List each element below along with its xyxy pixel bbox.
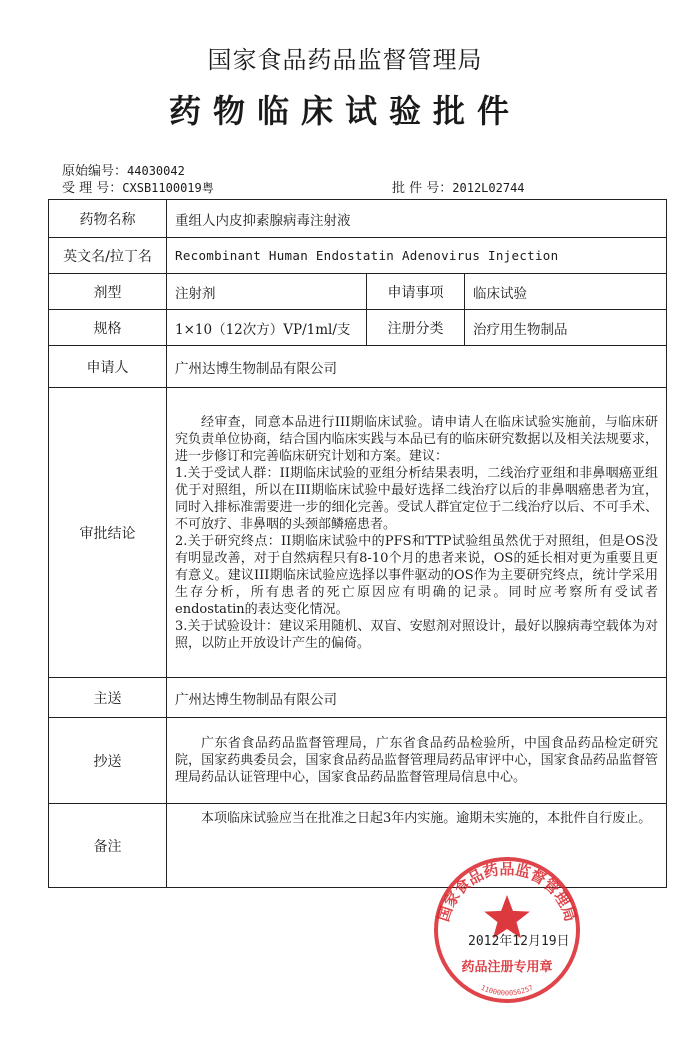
- approval-number-value: 2012L02744: [452, 181, 525, 195]
- remarks-label: 备注: [49, 804, 167, 888]
- registration-class-value: 治疗用生物制品: [465, 310, 667, 346]
- acceptance-number: [62, 180, 214, 197]
- row-applicant: [49, 346, 667, 388]
- agency-name: 国家食品药品监督管理局: [207, 46, 483, 74]
- conclusion-label: 审批结论: [49, 388, 167, 678]
- remarks-text: 本项临床试验应当在批准之日起3年内实施。逾期未实施的，本批件自行废止。: [201, 811, 652, 826]
- seal-serial-path: 1100000056257: [479, 983, 535, 998]
- approval-number-label: 批 件 号：: [392, 181, 453, 196]
- english-name-value: Recombinant Human Endostatin Adenovirus Injection: [167, 238, 667, 274]
- main-recipient-label: 主送: [49, 678, 167, 718]
- conclusion-text: [167, 388, 667, 678]
- original-number-value: 44030042: [127, 164, 185, 178]
- remarks-value: [167, 804, 667, 888]
- seal-bottom-text: 药品注册专用章: [461, 960, 553, 975]
- drug-name-label: 药物名称: [49, 200, 167, 238]
- approval-number: [392, 180, 525, 197]
- seal-serial: [480, 984, 535, 998]
- dosage-form-label: 剂型: [49, 274, 167, 310]
- original-number: [62, 163, 185, 180]
- dosage-form-value: 注射剂: [167, 274, 367, 310]
- registration-class-label: 注册分类: [367, 310, 465, 346]
- original-number-label: 原始编号：: [62, 164, 128, 179]
- cc-value: [167, 718, 667, 804]
- cc-label: 抄送: [49, 718, 167, 804]
- drug-name-value: 重组人内皮抑素腺病毒注射液: [167, 200, 667, 238]
- seal-arc-text-path: 国家食品药品监督管理局: [434, 860, 580, 924]
- specification-label: 规格: [49, 310, 167, 346]
- row-dosage-form: [49, 274, 667, 310]
- english-name-label: 英文名/拉丁名: [49, 238, 167, 274]
- acceptance-number-value: CXSB1100019粤: [122, 181, 214, 195]
- row-specification: [49, 310, 667, 346]
- specification-value: 1×10（12次方）VP/1ml/支: [167, 310, 367, 346]
- conclusion-paragraph: 3.关于试验设计：建议采用随机、双盲、安慰剂对照设计，最好以腺病毒空载体为对照，以防止开放设计产生的偏倚。: [175, 618, 659, 651]
- conclusion-paragraph: 2.关于研究终点：II期临床试验中的PFS和TTP试验组虽然优于对照组，但是OS没有明显改善，对于自然病程只有8-10个月的患者来说，OS的延长相对更为重要且更有意义。建议III期临床试验应选择以事件驱动的OS作为主要研究终点，统计学采用生存分析，所有患者的死亡原因应有明确的记录。同时应考察所有受试者endostatin的表达变化情况。: [175, 533, 659, 617]
- applicant-value: 广州达博生物制品有限公司: [167, 346, 667, 388]
- conclusion-paragraph: 1.关于受试人群：II期临床试验的亚组分析结果表明，二线治疗亚组和非鼻咽癌亚组优于对照组，所以在III期临床试验中最好选择二线治疗以后的非鼻咽癌患者为宜，同时入排标准需要进一步的细化完善。受试人群宜定位于二线治疗以后、不可手术、不可放疗、非鼻咽的头颈部鳞癌患者。: [175, 465, 659, 532]
- conclusion-paragraph: 经审查，同意本品进行III期临床试验。请申请人在临床试验实施前，与临床研究负责单位协商，结合国内临床实践与本品已有的临床研究数据以及相关法规要求，进一步修订和完善临床研究计划和方案。建议：: [175, 414, 659, 464]
- document-title: 药物临床试验批件: [168, 92, 521, 130]
- approval-form-table: [48, 199, 667, 888]
- row-drug-name: [49, 200, 667, 238]
- main-recipient-value: 广州达博生物制品有限公司: [167, 678, 667, 718]
- applicant-label: 申请人: [49, 346, 167, 388]
- cc-text: 广东省食品药品监督管理局，广东省食品药品检验所，中国食品药品检定研究院，国家药典委员会，国家食品药品监督管理局药品审评中心，国家食品药品监督管理局药品认证管理中心，国家食品药品监督管理局信息中心。: [175, 736, 659, 785]
- row-main-recipient: [49, 678, 667, 718]
- row-conclusion: [49, 388, 667, 678]
- row-cc: [49, 718, 667, 804]
- acceptance-number-label: 受 理 号：: [62, 181, 123, 196]
- signing-date: 2012年12月19日: [468, 934, 570, 949]
- row-english-name: [49, 238, 667, 274]
- application-item-value: 临床试验: [465, 274, 667, 310]
- application-item-label: 申请事项: [367, 274, 465, 310]
